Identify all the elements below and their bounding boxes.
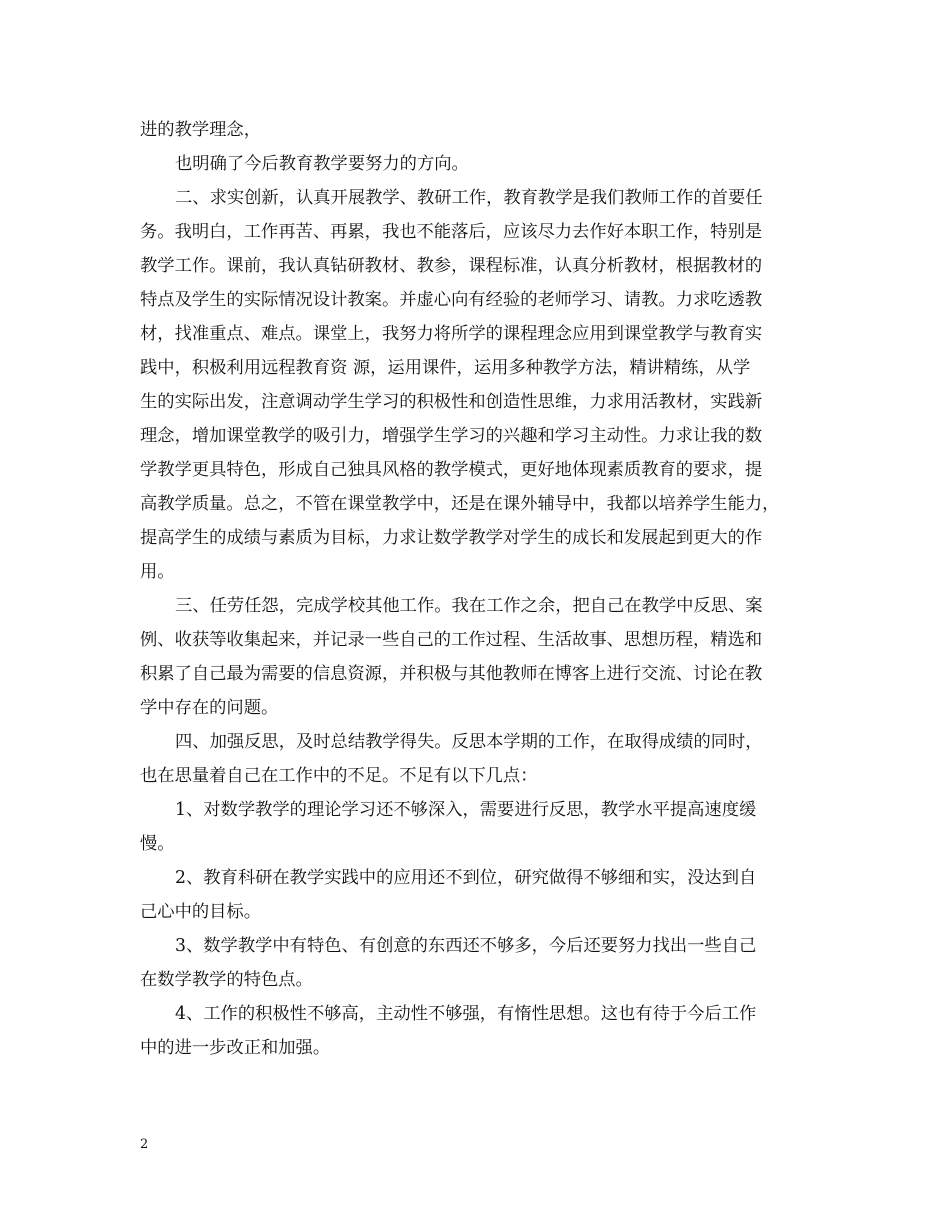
text-line: 在数学教学的特色点。 <box>140 970 313 990</box>
text-line: 务。我明白，工作再苦、再累，我也不能落后，应该尽力去作好本职工作，特别是 <box>140 222 763 242</box>
paragraph-first-line: 二、求实创新，认真开展教学、教研工作，教育教学是我们教师工作的首要任 <box>175 188 763 208</box>
text-line: 提高学生的成绩与素质为目标，力求让数学教学对学生的成长和发展起到更大的作 <box>140 528 763 548</box>
text-line: 慢。 <box>140 834 175 854</box>
list-item-line: 4、工作的积极性不够高，主动性不够强，有惰性思想。这也有待于今后工作 <box>175 1004 757 1024</box>
text-line: 特点及学生的实际情况设计教案。并虚心向有经验的老师学习、请教。力求吃透教 <box>140 290 763 310</box>
paragraph-first-line: 三、任劳任怨，完成学校其他工作。我在工作之余，把自己在教学中反思、案 <box>175 596 763 616</box>
text-line: 理念，增加课堂教学的吸引力，增强学生学习的兴趣和学习主动性。力求让我的数 <box>140 426 763 446</box>
text-line: 己心中的目标。 <box>140 902 261 922</box>
paragraph-first-line: 四、加强反思，及时总结教学得失。反思本学期的工作，在取得成绩的同时， <box>175 732 763 752</box>
list-item-line: 2、教育科研在教学实践中的应用还不到位，研究做得不够细和实，没达到自 <box>175 868 757 888</box>
text-line: 生的实际出发，注意调动学生学习的积极性和创造性思维，力求用活教材，实践新 <box>140 392 763 412</box>
text-line: 例、收获等收集起来，并记录一些自己的工作过程、生活故事、思想历程，精选和 <box>140 630 763 650</box>
list-item-line: 3、数学教学中有特色、有创意的东西还不够多，今后还要努力找出一些自己 <box>175 936 757 956</box>
text-line: 也在思量着自己在工作中的不足。不足有以下几点： <box>140 766 538 786</box>
text-line: 进的教学理念， <box>140 120 261 140</box>
list-item-line: 1、对数学教学的理论学习还不够深入，需要进行反思，教学水平提高速度缓 <box>175 800 757 820</box>
page-number: 2 <box>140 1137 149 1152</box>
text-line: 教学工作。课前，我认真钻研教材、教参，课程标准，认真分析教材，根据教材的 <box>140 256 763 276</box>
text-line: 践中，积极利用远程教育资 源，运用课件，运用多种教学方法，精讲精练，从学 <box>140 358 751 378</box>
text-line: 用。 <box>140 562 175 582</box>
text-line: 高教学质量。总之，不管在课堂教学中，还是在课外辅导中，我都以培养学生能力， <box>140 494 780 514</box>
text-line: 材，找准重点、难点。课堂上，我努力将所学的课程理念应用到课堂教学与教育实 <box>140 324 763 344</box>
text-line: 中的进一步改正和加强。 <box>140 1038 331 1058</box>
text-line: 积累了自己最为需要的信息资源，并积极与其他教师在博客上进行交流、讨论在教 <box>140 664 763 684</box>
text-line: 学中存在的问题。 <box>140 698 279 718</box>
paragraph-first-line: 也明确了今后教育教学要努力的方向。 <box>175 154 469 174</box>
text-line: 学教学更具特色，形成自己独具风格的教学模式，更好地体现素质教育的要求，提 <box>140 460 763 480</box>
